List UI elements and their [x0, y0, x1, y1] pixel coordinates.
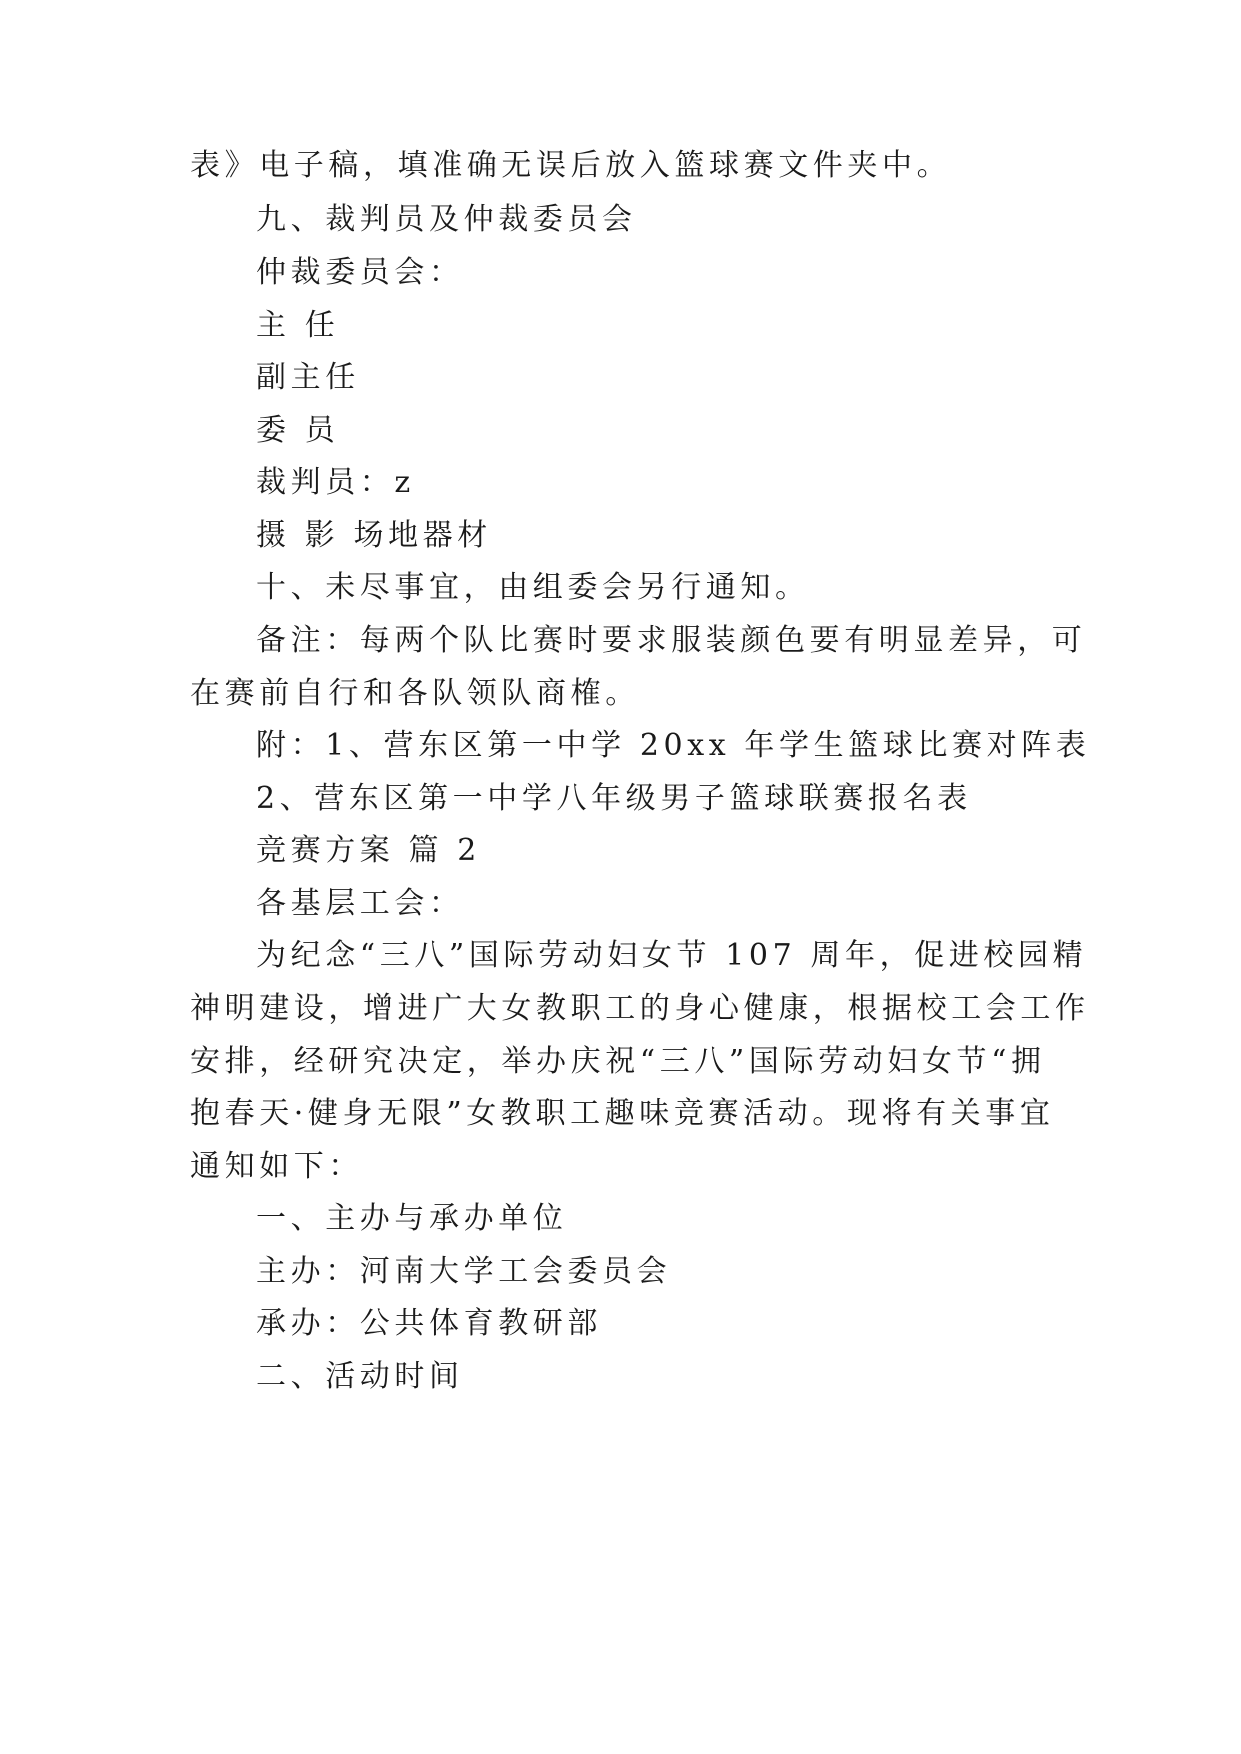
text-line: 备注：每两个队比赛时要求服装颜色要有明显差异，可 [256, 623, 1087, 658]
text-line: 主 任 [256, 308, 340, 343]
text-line: 为纪念“三八”国际劳动妇女节 107 周年，促进校园精 [256, 938, 1088, 973]
text-line: 安排，经研究决定，举办庆祝“三八”国际劳动妇女节“拥 [190, 1044, 1046, 1079]
text-line: 主办：河南大学工会委员会 [256, 1254, 672, 1289]
text-line: 表》电子稿，填准确无误后放入篮球赛文件夹中。 [190, 148, 952, 183]
text-line: 摄 影 场地器材 [256, 518, 492, 553]
text-line: 仲裁委员会： [256, 255, 464, 290]
section-title: 竞赛方案 篇 2 [256, 833, 481, 868]
text-line: 抱春天·健身无限”女教职工趣味竞赛活动。现将有关事宜 [190, 1096, 1055, 1131]
text-line: 副主任 [256, 360, 360, 395]
text-line: 在赛前自行和各队领队商榷。 [190, 676, 640, 711]
text-line: 附：1、营东区第一中学 20xx 年学生篮球比赛对阵表 [256, 728, 1091, 763]
text-line: 裁判员：z [256, 465, 415, 500]
text-line: 2、营东区第一中学八年级男子篮球联赛报名表 [256, 781, 972, 816]
text-line: 承办：公共体育教研部 [256, 1306, 602, 1341]
section-heading: 一、主办与承办单位 [256, 1201, 568, 1236]
text-line: 各基层工会： [256, 886, 464, 921]
text-line: 神明建设，增进广大女教职工的身心健康，根据校工会工作 [190, 991, 1090, 1026]
section-heading: 十、未尽事宜，由组委会另行通知。 [256, 570, 810, 605]
text-line: 通知如下： [190, 1149, 363, 1184]
section-heading: 二、活动时间 [256, 1359, 464, 1394]
section-heading: 九、裁判员及仲裁委员会 [256, 202, 637, 237]
text-line: 委 员 [256, 413, 340, 448]
